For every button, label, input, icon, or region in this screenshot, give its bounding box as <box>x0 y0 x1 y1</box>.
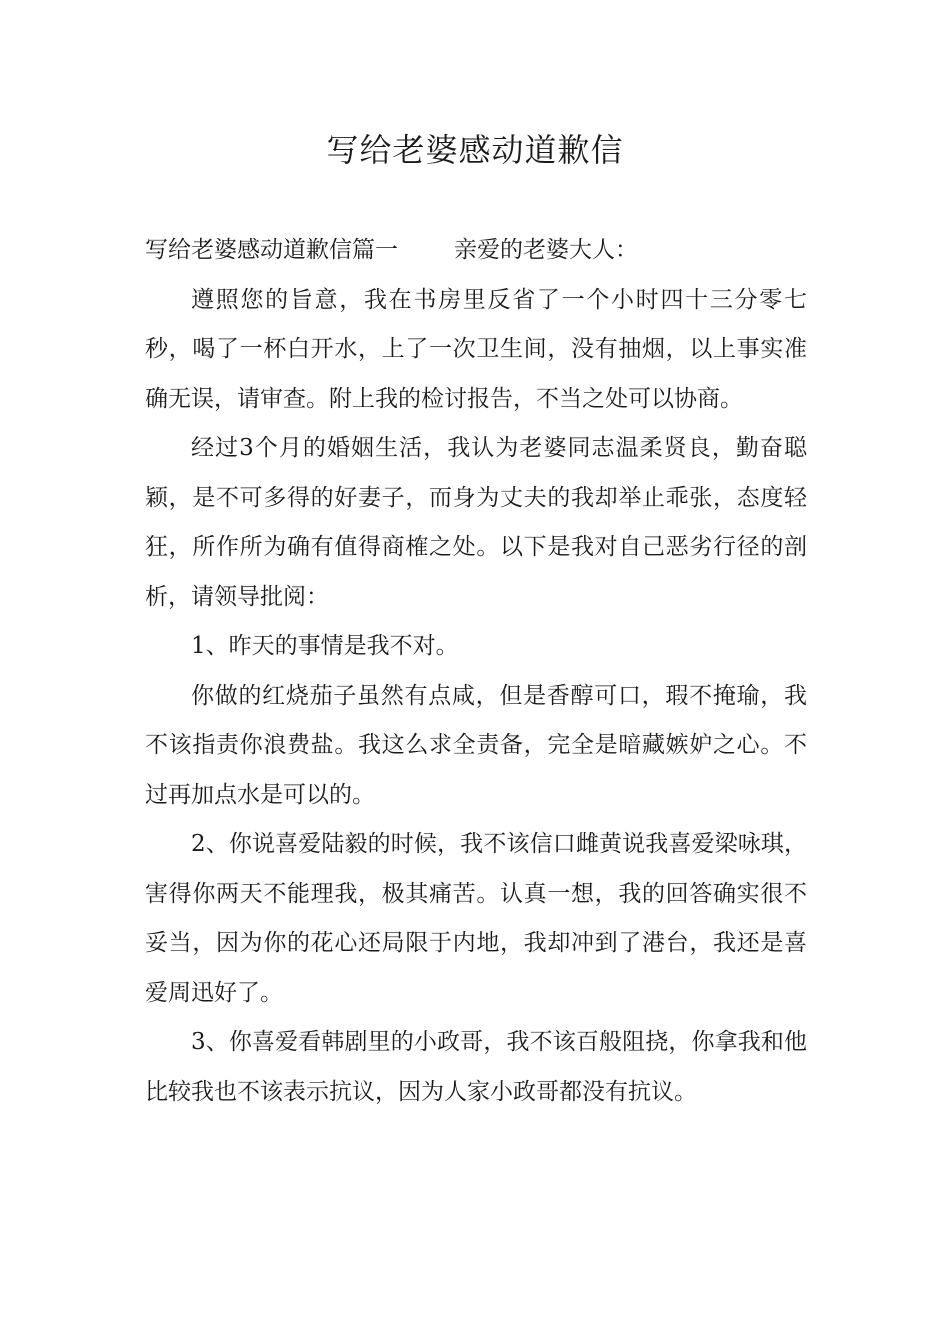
salutation: 亲爱的老婆大人： <box>454 237 638 263</box>
heading-line <box>145 226 807 276</box>
list-item-heading: 1、昨天的事情是我不对。 <box>191 633 459 659</box>
paragraph: 遵照您的旨意，我在书房里反省了一个小时四十三分零七秒，喝了一杯白开水，上了一次卫生间，没有抽烟，以上事实准确无误，请审查。附上我的检讨报告，不当之处可以协商。 <box>145 286 807 412</box>
paragraph: 3、你喜爱看韩剧里的小政哥，我不该百般阻挠，你拿我和他比较我也不该表示抗议，因为人家小政哥都没有抗议。 <box>145 1029 807 1105</box>
document-body <box>145 226 807 1117</box>
paragraph: 经过3个月的婚姻生活，我认为老婆同志温柔贤良，勤奋聪颖，是不可多得的好妻子，而身为丈夫的我却举止乖张，态度轻狂，所作所为确有值得商榷之处。以下是我对自己恶劣行径的剖析，请领导批阅： <box>145 435 807 610</box>
document-title: 写给老婆感动道歉信 <box>326 131 624 169</box>
section-label: 写给老婆感动道歉信篇一 <box>145 237 398 263</box>
paragraph: 2、你说喜爱陆毅的时候，我不该信口雌黄说我喜爱梁咏琪，害得你两天不能理我，极其痛苦。认真一想，我的回答确实很不妥当，因为你的花心还局限于内地，我却冲到了港台，我还是喜爱周迅好了。 <box>145 831 807 1006</box>
paragraph: 你做的红烧茄子虽然有点咸，但是香醇可口，瑕不掩瑜，我不该指责你浪费盐。我这么求全责备，完全是暗藏嫉妒之心。不过再加点水是可以的。 <box>145 682 807 808</box>
